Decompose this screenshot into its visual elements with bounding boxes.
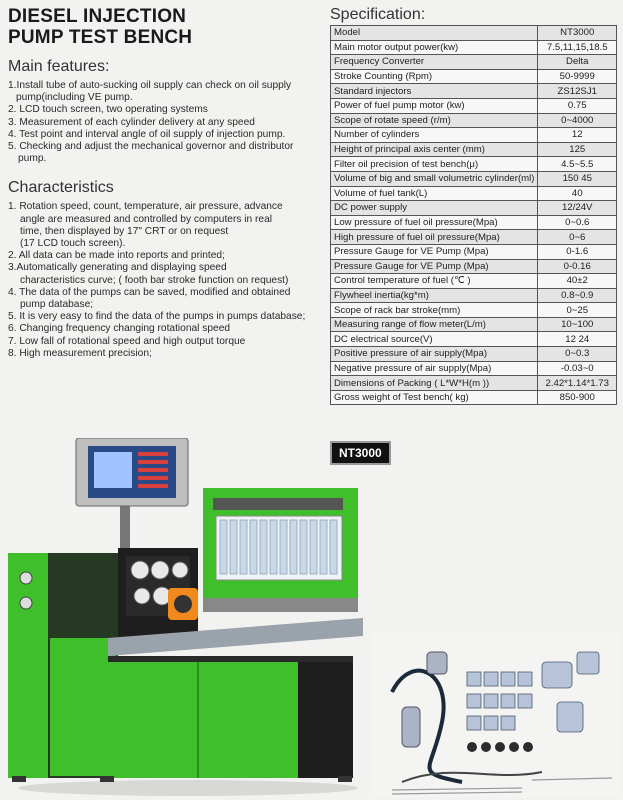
table-row [331,376,617,391]
spec-table [330,25,617,405]
spec-value: 850-900 [538,390,617,405]
main-features-list [8,80,320,165]
spec-parameter: Standard injectors [331,84,538,99]
spec-value: 0~0.6 [538,215,617,230]
spec-parameter: Filter oil precision of test bench(μ) [331,157,538,172]
spec-value: 0~0.3 [538,347,617,362]
spec-parameter: High pressure of fuel oil pressure(Mpa) [331,230,538,245]
spec-value: 0~4000 [538,113,617,128]
list-item: 4. The data of the pumps can be saved, modified and obtained [8,286,291,298]
left-column [8,6,320,360]
spec-value: 150 45 [538,171,617,186]
spec-parameter: Stroke Counting (Rpm) [331,69,538,84]
spec-parameter: DC power supply [331,201,538,216]
spec-parameter: Pressure Gauge for VE Pump (Mpa) [331,244,538,259]
table-row [331,332,617,347]
spec-value: 0~6 [538,230,617,245]
list-item: time, then displayed by 17" CRT or on request [20,225,229,237]
spec-parameter: Control temperature of fuel (℃ ) [331,274,538,289]
spec-value: 2.42*1.14*1.73 [538,376,617,391]
list-item: pump database; [20,299,94,311]
list-item: 1.Install tube of auto-sucking oil supply can check on oil supply [8,80,292,91]
table-row [331,186,617,201]
table-row [331,230,617,245]
list-item: angle are measured and controlled by computers in real [20,213,273,225]
list-item: 2. All data can be made into reports and printed; [8,250,225,262]
spec-value: 0~25 [538,303,617,318]
table-row [331,171,617,186]
list-item: 3. Measurement of each cylinder delivery at any speed [8,116,255,128]
table-row [331,128,617,143]
spec-parameter: Measuring range of flow meter(L/m) [331,317,538,332]
title-line-2: PUMP TEST BENCH [8,27,193,48]
spec-parameter: Pressure Gauge for VE Pump (Mpa) [331,259,538,274]
table-row [331,26,617,41]
list-item: 1. Rotation speed, count, temperature, air pressure, advance [8,201,283,213]
test-bench-image [8,438,363,798]
table-row [331,84,617,99]
list-item: 4. Test point and interval angle of oil supply of injection pump. [8,128,286,140]
spec-parameter: Volume of fuel tank(L) [331,186,538,201]
list-item: 8. High measurement precision; [8,347,152,359]
spec-parameter: Low pressure of fuel oil pressure(Mpa) [331,215,538,230]
list-item: (17 LCD touch screen). [20,238,126,250]
table-row [331,347,617,362]
spec-value: 12 24 [538,332,617,347]
table-row [331,288,617,303]
spec-parameter: Dimensions of Packing ( L*W*H(m )) [331,376,538,391]
spec-value: 0.75 [538,98,617,113]
table-row [331,113,617,128]
list-item: 5. Checking and adjust the mechanical governor and distributor [8,141,294,153]
spec-value: 0-0.16 [538,259,617,274]
spec-parameter: Number of cylinders [331,128,538,143]
spec-parameter: Flywheel inertia(kg*m) [331,288,538,303]
table-row [331,244,617,259]
model-badge: NT3000 [330,441,391,465]
spec-parameter: Scope of rack bar stroke(mm) [331,303,538,318]
table-row [331,142,617,157]
spec-value: 12/24V [538,201,617,216]
table-row [331,98,617,113]
spec-value: 7.5,11,15,18.5 [538,40,617,55]
specification-heading: Specification: [330,6,426,23]
table-row [331,303,617,318]
spec-value: NT3000 [538,26,617,41]
spec-parameter: Positive pressure of air supply(Mpa) [331,347,538,362]
table-row [331,317,617,332]
table-row [331,390,617,405]
list-item: 7. Low fall of rotational speed and high output torque [8,335,246,347]
spec-parameter: Negative pressure of air supply(Mpa) [331,361,538,376]
spec-parameter: DC electrical source(V) [331,332,538,347]
table-row [331,40,617,55]
spec-parameter: Power of fuel pump motor (kw) [331,98,538,113]
spec-value: 125 [538,142,617,157]
spec-parameter: Height of principal axis center (mm) [331,142,538,157]
table-row [331,55,617,70]
spec-parameter: Scope of rotate speed (r/m) [331,113,538,128]
accessories-image [372,632,620,797]
main-features-heading: Main features: [8,58,110,75]
spec-value: ZS12SJ1 [538,84,617,99]
spec-parameter: Gross weight of Test bench( kg) [331,390,538,405]
list-item: 5. It is very easy to find the data of the pumps in pumps database; [8,311,306,323]
spec-value: 40±2 [538,274,617,289]
spec-value: 10~100 [538,317,617,332]
spec-parameter: Volume of big and small volumetric cylinder(ml) [331,171,538,186]
characteristics-list [8,201,320,360]
list-item: pump. [18,153,47,165]
spec-value: 0-1.6 [538,244,617,259]
spec-value: Delta [538,55,617,70]
table-row [331,157,617,172]
list-item: 3.Automatically generating and displaying speed [8,262,227,274]
characteristics-heading: Characteristics [8,179,114,197]
table-row [331,361,617,376]
list-item: 2. LCD touch screen, two operating systems [8,104,208,116]
list-item: 6. Changing frequency changing rotational speed [8,323,231,335]
table-row [331,201,617,216]
spec-value: 50-9999 [538,69,617,84]
list-item: pump(including VE pump. [16,92,133,104]
spec-parameter: Model [331,26,538,41]
spec-value: -0.03~0 [538,361,617,376]
title-line-1: DIESEL INJECTION [8,6,187,27]
list-item: characteristics curve; ( footh bar stroke function on request) [20,274,289,286]
spec-value: 12 [538,128,617,143]
spec-value: 4.5~5.5 [538,157,617,172]
table-row [331,69,617,84]
spec-value: 40 [538,186,617,201]
table-row [331,259,617,274]
spec-parameter: Main motor output power(kw) [331,40,538,55]
spec-value: 0.8~0.9 [538,288,617,303]
spec-parameter: Frequency Converter [331,55,538,70]
table-row [331,215,617,230]
table-row [331,274,617,289]
